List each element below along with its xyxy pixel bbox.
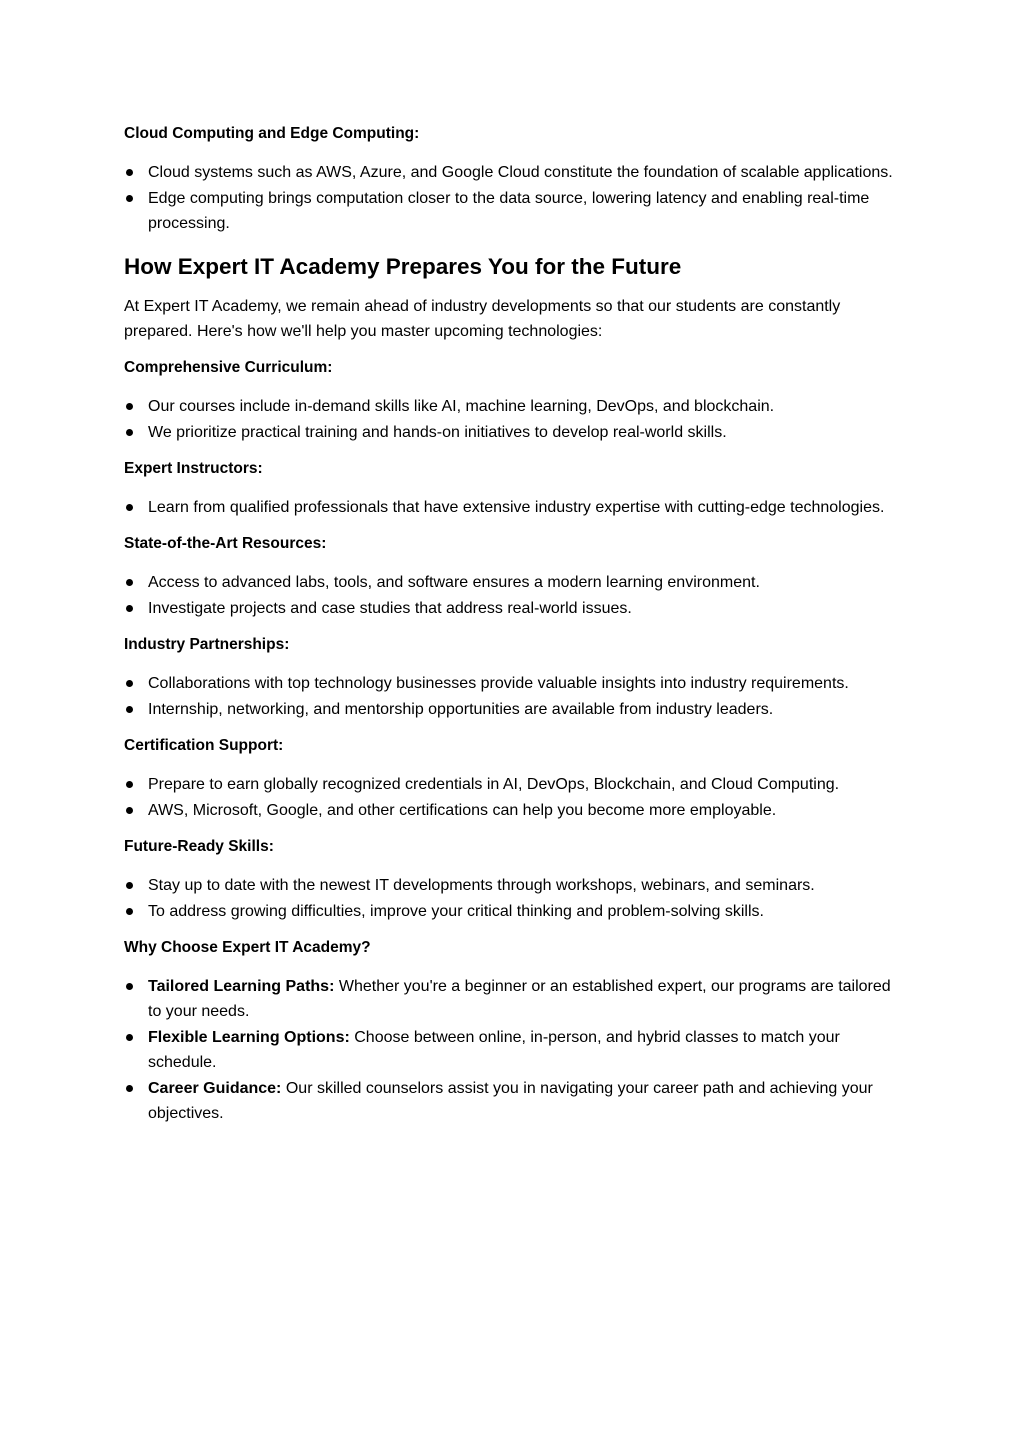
list-item: [124, 1025, 894, 1075]
bullet-icon: [126, 1034, 133, 1041]
bullet-icon: [126, 680, 133, 687]
list-item-text: Learn from qualified professionals that have extensive industry expertise with cutting-edge technologies.: [148, 499, 885, 516]
bullet-list: [124, 974, 894, 1126]
list-item-lead: Flexible Learning Options:: [148, 1029, 350, 1046]
list-item-text: Collaborations with top technology businesses provide valuable insights into industry requirements.: [148, 675, 849, 692]
section-subheading: Future-Ready Skills:: [124, 838, 274, 855]
list-item-text: Edge computing brings computation closer to the data source, lowering latency and enabling real-time processing.: [148, 190, 870, 232]
section-subheading: Why Choose Expert IT Academy?: [124, 939, 371, 956]
bullet-icon: [126, 807, 133, 814]
list-item-text: Choose between online, in-person, and hybrid classes to match your schedule.: [148, 1029, 840, 1071]
bullet-icon: [126, 605, 133, 612]
list-item: [124, 671, 894, 696]
list-item-lead: Career Guidance:: [148, 1080, 282, 1097]
intro-paragraph: At Expert IT Academy, we remain ahead of industry developments so that our students are constantly prepared. Here's how we'll help you master upcoming technologies:: [124, 298, 841, 340]
bullet-icon: [126, 882, 133, 889]
list-item-text: Cloud systems such as AWS, Azure, and Google Cloud constitute the foundation of scalable applications.: [148, 164, 893, 181]
section-heading: How Expert IT Academy Prepares You for the Future: [124, 254, 682, 279]
list-item: [124, 974, 894, 1024]
list-item-text: Whether you're a beginner or an established expert, our programs are tailored to your needs.: [148, 978, 891, 1020]
list-item-text: Our courses include in-demand skills like AI, machine learning, DevOps, and blockchain.: [148, 398, 775, 415]
bullet-icon: [126, 579, 133, 586]
section-subheading: Certification Support:: [124, 737, 284, 754]
list-item: [124, 186, 894, 236]
section-subheading: Expert Instructors:: [124, 460, 263, 477]
list-item: [124, 899, 894, 924]
list-item: [124, 873, 894, 898]
list-item-text: AWS, Microsoft, Google, and other certifications can help you become more employable.: [148, 802, 777, 819]
list-item: [124, 1076, 894, 1126]
bullet-icon: [126, 403, 133, 410]
bullet-list: [124, 160, 894, 236]
list-item: [124, 798, 894, 823]
list-item-text: Prepare to earn globally recognized credentials in AI, DevOps, Blockchain, and Cloud Computing.: [148, 776, 840, 793]
bullet-icon: [126, 504, 133, 511]
list-item: [124, 596, 894, 621]
bullet-list: [124, 394, 894, 445]
list-item: [124, 160, 894, 185]
bullet-list: [124, 570, 894, 621]
list-item-text: Access to advanced labs, tools, and software ensures a modern learning environment.: [148, 574, 760, 591]
list-item: [124, 772, 894, 797]
section-subheading: Cloud Computing and Edge Computing:: [124, 125, 420, 142]
bullet-icon: [126, 781, 133, 788]
bullet-icon: [126, 169, 133, 176]
bullet-list: [124, 495, 894, 520]
bullet-list: [124, 873, 894, 924]
list-item-text: Our skilled counselors assist you in navigating your career path and achieving your objectives.: [148, 1080, 873, 1122]
section-subheading: State-of-the-Art Resources:: [124, 535, 327, 552]
list-item-text: To address growing difficulties, improve your critical thinking and problem-solving skills.: [148, 903, 764, 920]
bullet-icon: [126, 983, 133, 990]
bullet-icon: [126, 1085, 133, 1092]
list-item-text: Investigate projects and case studies that address real-world issues.: [148, 600, 632, 617]
list-item: [124, 570, 894, 595]
bullet-icon: [126, 195, 133, 202]
bullet-list: [124, 772, 894, 823]
bullet-list: [124, 671, 894, 722]
section-subheading: Industry Partnerships:: [124, 636, 290, 653]
list-item: [124, 420, 894, 445]
list-item: [124, 495, 894, 520]
list-item-text: Stay up to date with the newest IT developments through workshops, webinars, and seminars.: [148, 877, 815, 894]
list-item-text: Internship, networking, and mentorship opportunities are available from industry leaders.: [148, 701, 774, 718]
document-page: [124, 124, 894, 1140]
list-item-text: We prioritize practical training and hands-on initiatives to develop real-world skills.: [148, 424, 727, 441]
bullet-icon: [126, 908, 133, 915]
bullet-icon: [126, 706, 133, 713]
bullet-icon: [126, 429, 133, 436]
list-item: [124, 697, 894, 722]
list-item: [124, 394, 894, 419]
list-item-lead: Tailored Learning Paths:: [148, 978, 335, 995]
section-subheading: Comprehensive Curriculum:: [124, 359, 333, 376]
